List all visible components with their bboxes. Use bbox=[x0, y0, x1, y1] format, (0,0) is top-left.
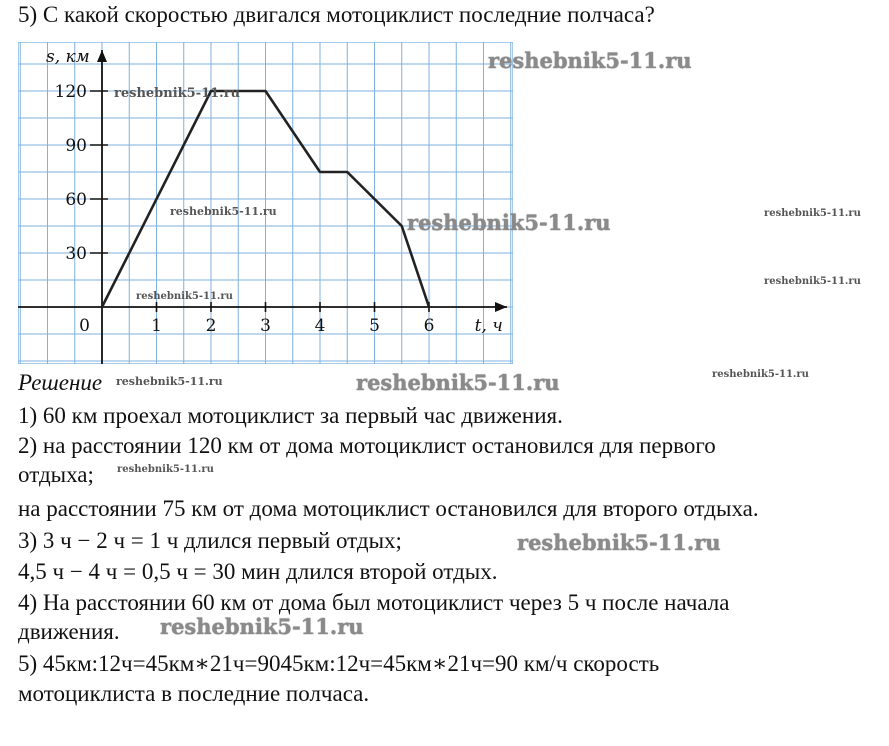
x-axis-label: t, ч bbox=[474, 316, 503, 336]
solution-line: 4) На расстоянии 60 км от дома был мотоциклист через 5 ч после начала bbox=[18, 590, 730, 615]
watermark: reshebnik5-11.ru bbox=[407, 210, 611, 235]
watermark: reshebnik5-11.ru bbox=[136, 291, 233, 302]
watermark: reshebnik5-11.ru bbox=[170, 205, 277, 218]
watermark: reshebnik5-11.ru bbox=[114, 86, 241, 101]
solution-line: 4,5 ч − 4 ч = 0,5 ч = 30 мин длился второй отдых. bbox=[18, 559, 498, 584]
watermark: reshebnik5-11.ru bbox=[160, 614, 364, 639]
solution-line: на расстоянии 75 км от дома мотоциклист остановился для второго отдыха. bbox=[18, 496, 759, 521]
x-tick-label: 3 bbox=[260, 316, 271, 336]
y-tick-label: 120 bbox=[54, 82, 87, 102]
watermark: reshebnik5-11.ru bbox=[117, 464, 214, 475]
solution-line: отдыха; bbox=[18, 462, 94, 487]
watermark: reshebnik5-11.ru bbox=[356, 370, 560, 395]
x-tick-label: 2 bbox=[205, 316, 217, 336]
solution-heading: Решение bbox=[18, 370, 103, 395]
watermark: reshebnik5-11.ru bbox=[517, 530, 721, 555]
question-text: 5) С какой скоростью двигался мотоциклист последние полчаса? bbox=[18, 2, 655, 27]
y-tick-label: 60 bbox=[65, 190, 87, 210]
solution-line: 1) 60 км проехал мотоциклист за первый час движения. bbox=[18, 403, 563, 428]
watermark: reshebnik5-11.ru bbox=[764, 208, 861, 219]
origin-label: 0 bbox=[79, 316, 90, 336]
x-tick-label: 5 bbox=[369, 316, 380, 336]
distance-time-chart bbox=[18, 42, 513, 364]
y-axis-label: s, км bbox=[46, 47, 90, 67]
y-tick-label: 90 bbox=[65, 136, 87, 156]
solution-line: 3) 3 ч − 2 ч = 1 ч длился первый отдых; bbox=[18, 528, 402, 553]
watermark: reshebnik5-11.ru bbox=[712, 369, 809, 380]
y-tick-label: 30 bbox=[65, 244, 87, 264]
solution-line: движения. bbox=[18, 619, 120, 644]
watermark: reshebnik5-11.ru bbox=[488, 48, 692, 73]
x-tick-label: 1 bbox=[151, 316, 162, 336]
x-tick-label: 6 bbox=[423, 316, 435, 336]
solution-line: 2) на расстоянии 120 км от дома мотоциклист остановился для первого bbox=[18, 433, 716, 458]
watermark: reshebnik5-11.ru bbox=[764, 276, 861, 287]
solution-line: мотоциклиста в последние полчаса. bbox=[18, 681, 370, 706]
watermark: reshebnik5-11.ru bbox=[116, 375, 223, 388]
solution-line: 5) 45км:12ч=45км∗21ч=9045км:12ч=45км∗21ч=90 км/ч скорость bbox=[18, 651, 660, 676]
x-tick-label: 4 bbox=[314, 316, 326, 336]
